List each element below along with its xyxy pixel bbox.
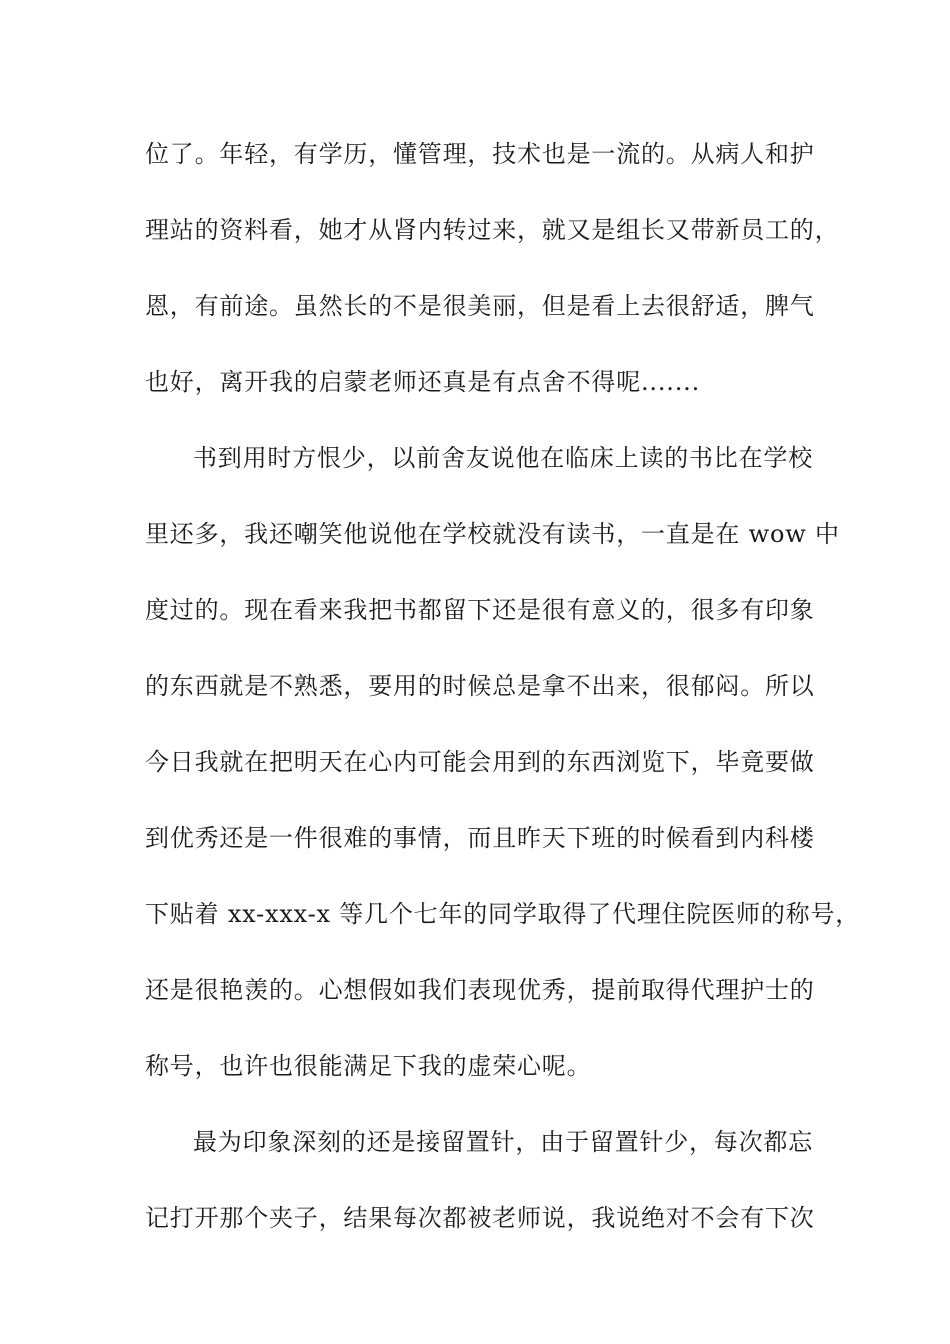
paragraph-first-line: 最为印象深刻的还是接留置针，由于留置针少，每次都忘 [193,1128,813,1156]
text-line: 到优秀还是一件很难的事情，而且昨天下班的时候看到内科楼 [145,824,815,852]
text-line: 理站的资料看，她才从肾内转过来，就又是组长又带新员工的， [145,216,840,244]
text-line: 也好，离开我的启蒙老师还真是有点舍不得呢....... [145,368,701,396]
text-line: 记打开那个夹子，结果每次都被老师说，我说绝对不会有下次 [145,1204,815,1232]
text-line: 还是很艳羡的。心想假如我们表现优秀，提前取得代理护士的 [145,976,815,1004]
text-line: 恩，有前途。虽然长的不是很美丽，但是看上去很舒适，脾气 [145,292,815,320]
text-line: 度过的。现在看来我把书都留下还是很有意义的，很多有印象 [145,596,815,624]
text-line: 里还多，我还嘲笑他说他在学校就没有读书，一直是在 wow 中 [145,520,840,548]
paragraph-first-line: 书到用时方恨少，以前舍友说他在临床上读的书比在学校 [193,444,813,472]
text-line: 称号，也许也很能满足下我的虚荣心呢。 [145,1052,592,1080]
text-line: 位了。年轻，有学历，懂管理，技术也是一流的。从病人和护 [145,140,815,168]
text-line: 的东西就是不熟悉，要用的时候总是拿不出来，很郁闷。所以 [145,672,815,700]
body-text [145,131,861,1271]
text-line: 今日我就在把明天在心内可能会用到的东西浏览下，毕竟要做 [145,748,815,776]
text-line: 下贴着 xx-xxx-x 等几个七年的同学取得了代理住院医师的称号， [145,900,861,928]
